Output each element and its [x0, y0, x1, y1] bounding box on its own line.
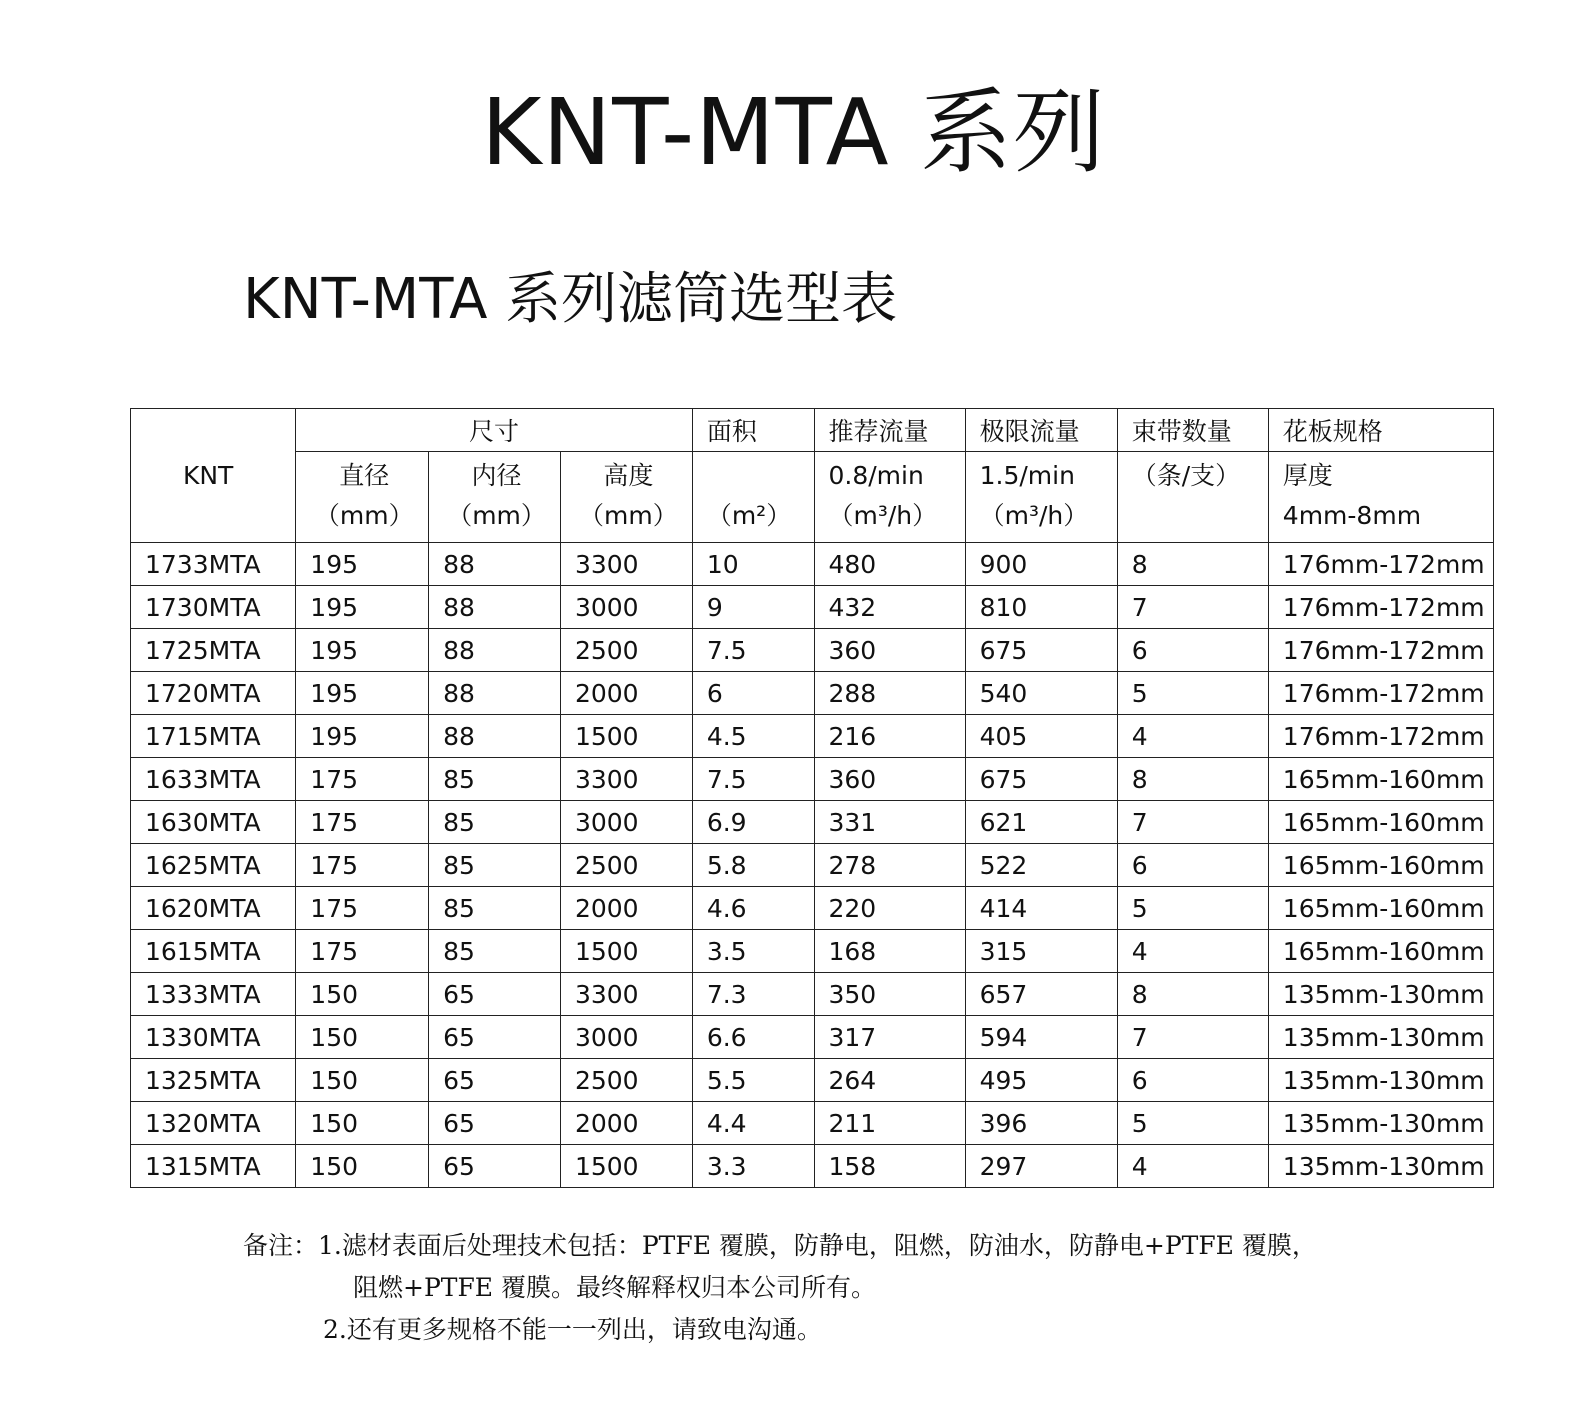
header-area-unit: （m²）	[706, 501, 792, 530]
cell-height: 2500	[560, 1059, 692, 1102]
cell-inner-diameter: 65	[429, 1102, 561, 1145]
cell-diameter: 150	[296, 1059, 429, 1102]
cell-diameter: 195	[296, 543, 429, 586]
cell-plate-spec: 176mm-172mm	[1268, 629, 1493, 672]
cell-inner-diameter: 85	[429, 758, 561, 801]
header-size: 尺寸	[296, 409, 693, 452]
table-row	[131, 1145, 1494, 1188]
cell-model: 1330MTA	[131, 1016, 296, 1059]
cell-height: 2500	[560, 844, 692, 887]
cell-inner-diameter: 85	[429, 887, 561, 930]
cell-band-count: 7	[1117, 801, 1268, 844]
header-area: 面积	[692, 409, 814, 452]
header-area-blank	[707, 456, 814, 496]
cell-inner-diameter: 65	[429, 973, 561, 1016]
table-row	[131, 887, 1494, 930]
table-row	[131, 844, 1494, 887]
cell-inner-diameter: 85	[429, 930, 561, 973]
cell-model: 1633MTA	[131, 758, 296, 801]
cell-height: 1500	[560, 930, 692, 973]
cell-recommended-flow: 360	[814, 629, 965, 672]
page-title: KNT-MTA 系列	[481, 79, 1106, 186]
cell-limit-flow: 297	[965, 1145, 1117, 1188]
cell-inner-diameter: 65	[429, 1016, 561, 1059]
cell-model: 1730MTA	[131, 586, 296, 629]
cell-area: 9	[692, 586, 814, 629]
cell-band-count: 4	[1117, 1145, 1268, 1188]
cell-plate-spec: 165mm-160mm	[1268, 758, 1493, 801]
cell-recommended-flow: 216	[814, 715, 965, 758]
table-row	[131, 1102, 1494, 1145]
table-row	[131, 1059, 1494, 1102]
cell-height: 1500	[560, 1145, 692, 1188]
cell-height: 3000	[560, 586, 692, 629]
cell-area: 4.6	[692, 887, 814, 930]
cell-limit-flow: 414	[965, 887, 1117, 930]
cell-model: 1725MTA	[131, 629, 296, 672]
header-row-1	[131, 409, 1494, 452]
cell-plate-spec: 165mm-160mm	[1268, 844, 1493, 887]
cell-plate-spec: 165mm-160mm	[1268, 801, 1493, 844]
cell-model: 1715MTA	[131, 715, 296, 758]
cell-plate-spec: 135mm-130mm	[1268, 1016, 1493, 1059]
header-limit-flow-detail	[965, 452, 1117, 543]
header-diameter-label: 直径	[339, 461, 390, 490]
cell-recommended-flow: 168	[814, 930, 965, 973]
header-band-count-detail	[1117, 452, 1268, 543]
cell-area: 10	[692, 543, 814, 586]
cell-recommended-flow: 480	[814, 543, 965, 586]
note-line-3: 2.还有更多规格不能一一列出，请致电沟通。	[323, 1315, 822, 1344]
cell-area: 4.5	[692, 715, 814, 758]
cell-area: 3.5	[692, 930, 814, 973]
cell-band-count: 8	[1117, 543, 1268, 586]
cell-recommended-flow: 220	[814, 887, 965, 930]
cell-limit-flow: 675	[965, 758, 1117, 801]
header-area-unit-cell	[692, 452, 814, 543]
cell-limit-flow: 621	[965, 801, 1117, 844]
cell-model: 1630MTA	[131, 801, 296, 844]
header-recommended-flow-detail	[814, 452, 965, 543]
cell-plate-spec: 135mm-130mm	[1268, 1145, 1493, 1188]
cell-plate-spec: 176mm-172mm	[1268, 586, 1493, 629]
cell-area: 7.3	[692, 973, 814, 1016]
cell-model: 1333MTA	[131, 973, 296, 1016]
cell-area: 7.5	[692, 758, 814, 801]
header-diameter	[296, 452, 429, 543]
cell-recommended-flow: 264	[814, 1059, 965, 1102]
cell-limit-flow: 522	[965, 844, 1117, 887]
cell-model: 1620MTA	[131, 887, 296, 930]
cell-plate-spec: 135mm-130mm	[1268, 973, 1493, 1016]
cell-plate-spec: 135mm-130mm	[1268, 1102, 1493, 1145]
cell-model: 1315MTA	[131, 1145, 296, 1188]
cell-area: 7.5	[692, 629, 814, 672]
cell-limit-flow: 594	[965, 1016, 1117, 1059]
cell-inner-diameter: 85	[429, 844, 561, 887]
cell-band-count: 5	[1117, 1102, 1268, 1145]
cell-inner-diameter: 88	[429, 715, 561, 758]
cell-limit-flow: 900	[965, 543, 1117, 586]
cell-inner-diameter: 88	[429, 586, 561, 629]
cell-band-count: 4	[1117, 715, 1268, 758]
cell-inner-diameter: 65	[429, 1145, 561, 1188]
cell-inner-diameter: 88	[429, 672, 561, 715]
cell-inner-diameter: 88	[429, 629, 561, 672]
cell-recommended-flow: 360	[814, 758, 965, 801]
header-plate-spec: 花板规格	[1268, 409, 1493, 452]
cell-limit-flow: 495	[965, 1059, 1117, 1102]
header-limit-flow-rate: 1.5/min	[979, 461, 1075, 490]
cell-model: 1733MTA	[131, 543, 296, 586]
cell-area: 3.3	[692, 1145, 814, 1188]
cell-band-count: 8	[1117, 973, 1268, 1016]
cell-limit-flow: 405	[965, 715, 1117, 758]
cell-band-count: 8	[1117, 758, 1268, 801]
cell-plate-spec: 135mm-130mm	[1268, 1059, 1493, 1102]
cell-recommended-flow: 278	[814, 844, 965, 887]
cell-band-count: 5	[1117, 672, 1268, 715]
header-model: KNT	[131, 409, 296, 543]
header-plate-thickness-range: 4mm-8mm	[1282, 501, 1422, 530]
cell-height: 3000	[560, 801, 692, 844]
cell-recommended-flow: 317	[814, 1016, 965, 1059]
cell-band-count: 6	[1117, 629, 1268, 672]
table-title: KNT-MTA 系列滤筒选型表	[243, 267, 898, 332]
filter-selection-table	[130, 408, 1494, 1188]
header-inner-diameter-label: 内径	[471, 461, 522, 490]
cell-diameter: 175	[296, 887, 429, 930]
cell-band-count: 7	[1117, 1016, 1268, 1059]
header-inner-diameter-unit: （mm）	[447, 501, 546, 530]
note-line-1: 备注：1.滤材表面后处理技术包括：PTFE 覆膜，防静电，阻燃，防油水，防静电+PTFE 覆膜，	[243, 1231, 1317, 1260]
cell-limit-flow: 675	[965, 629, 1117, 672]
cell-height: 3000	[560, 1016, 692, 1059]
cell-diameter: 175	[296, 801, 429, 844]
table-row	[131, 758, 1494, 801]
cell-inner-diameter: 88	[429, 543, 561, 586]
cell-area: 4.4	[692, 1102, 814, 1145]
cell-area: 5.5	[692, 1059, 814, 1102]
cell-model: 1625MTA	[131, 844, 296, 887]
cell-diameter: 175	[296, 930, 429, 973]
cell-recommended-flow: 211	[814, 1102, 965, 1145]
cell-plate-spec: 176mm-172mm	[1268, 543, 1493, 586]
table-row	[131, 629, 1494, 672]
cell-recommended-flow: 432	[814, 586, 965, 629]
cell-band-count: 7	[1117, 586, 1268, 629]
table-row	[131, 973, 1494, 1016]
cell-plate-spec: 176mm-172mm	[1268, 672, 1493, 715]
cell-diameter: 150	[296, 1145, 429, 1188]
cell-limit-flow: 396	[965, 1102, 1117, 1145]
cell-diameter: 195	[296, 629, 429, 672]
cell-height: 3300	[560, 758, 692, 801]
table-row	[131, 672, 1494, 715]
note-line-2: 阻燃+PTFE 覆膜。最终解释权归本公司所有。	[353, 1273, 876, 1302]
cell-height: 1500	[560, 715, 692, 758]
cell-diameter: 195	[296, 672, 429, 715]
cell-diameter: 150	[296, 1016, 429, 1059]
cell-band-count: 6	[1117, 844, 1268, 887]
header-band-count-unit: （条/支）	[1131, 461, 1241, 490]
cell-recommended-flow: 331	[814, 801, 965, 844]
header-band-count: 束带数量	[1117, 409, 1268, 452]
cell-height: 3300	[560, 973, 692, 1016]
cell-model: 1325MTA	[131, 1059, 296, 1102]
cell-limit-flow: 657	[965, 973, 1117, 1016]
cell-plate-spec: 165mm-160mm	[1268, 930, 1493, 973]
table-row	[131, 801, 1494, 844]
cell-limit-flow: 315	[965, 930, 1117, 973]
cell-band-count: 6	[1117, 1059, 1268, 1102]
header-recommended-flow-rate: 0.8/min	[828, 461, 924, 490]
cell-recommended-flow: 350	[814, 973, 965, 1016]
cell-recommended-flow: 288	[814, 672, 965, 715]
table-row	[131, 1016, 1494, 1059]
header-limit-flow-unit: （m³/h）	[979, 501, 1089, 530]
cell-height: 2000	[560, 1102, 692, 1145]
table-body	[131, 409, 1494, 1188]
header-height-label: 高度	[603, 461, 654, 490]
cell-model: 1320MTA	[131, 1102, 296, 1145]
cell-height: 2000	[560, 887, 692, 930]
cell-height: 2000	[560, 672, 692, 715]
table-row	[131, 930, 1494, 973]
table-row	[131, 543, 1494, 586]
header-inner-diameter	[429, 452, 561, 543]
header-height-unit: （mm）	[579, 501, 678, 530]
cell-limit-flow: 540	[965, 672, 1117, 715]
cell-height: 3300	[560, 543, 692, 586]
header-row-2	[131, 452, 1494, 543]
table-row	[131, 715, 1494, 758]
cell-diameter: 195	[296, 715, 429, 758]
cell-diameter: 175	[296, 758, 429, 801]
cell-inner-diameter: 65	[429, 1059, 561, 1102]
table-row	[131, 586, 1494, 629]
cell-diameter: 150	[296, 973, 429, 1016]
cell-band-count: 4	[1117, 930, 1268, 973]
cell-model: 1720MTA	[131, 672, 296, 715]
cell-area: 5.8	[692, 844, 814, 887]
cell-recommended-flow: 158	[814, 1145, 965, 1188]
cell-plate-spec: 165mm-160mm	[1268, 887, 1493, 930]
header-plate-thickness-label: 厚度	[1282, 461, 1333, 490]
header-limit-flow: 极限流量	[965, 409, 1117, 452]
notes	[243, 1225, 1317, 1351]
header-height	[560, 452, 692, 543]
header-plate-spec-detail	[1268, 452, 1493, 543]
cell-area: 6.6	[692, 1016, 814, 1059]
header-recommended-flow: 推荐流量	[814, 409, 965, 452]
cell-inner-diameter: 85	[429, 801, 561, 844]
cell-diameter: 195	[296, 586, 429, 629]
cell-band-count: 5	[1117, 887, 1268, 930]
header-diameter-unit: （mm）	[314, 501, 414, 530]
cell-area: 6.9	[692, 801, 814, 844]
cell-limit-flow: 810	[965, 586, 1117, 629]
cell-diameter: 175	[296, 844, 429, 887]
header-recommended-flow-unit: （m³/h）	[828, 501, 938, 530]
cell-model: 1615MTA	[131, 930, 296, 973]
cell-plate-spec: 176mm-172mm	[1268, 715, 1493, 758]
cell-area: 6	[692, 672, 814, 715]
cell-diameter: 150	[296, 1102, 429, 1145]
cell-height: 2500	[560, 629, 692, 672]
